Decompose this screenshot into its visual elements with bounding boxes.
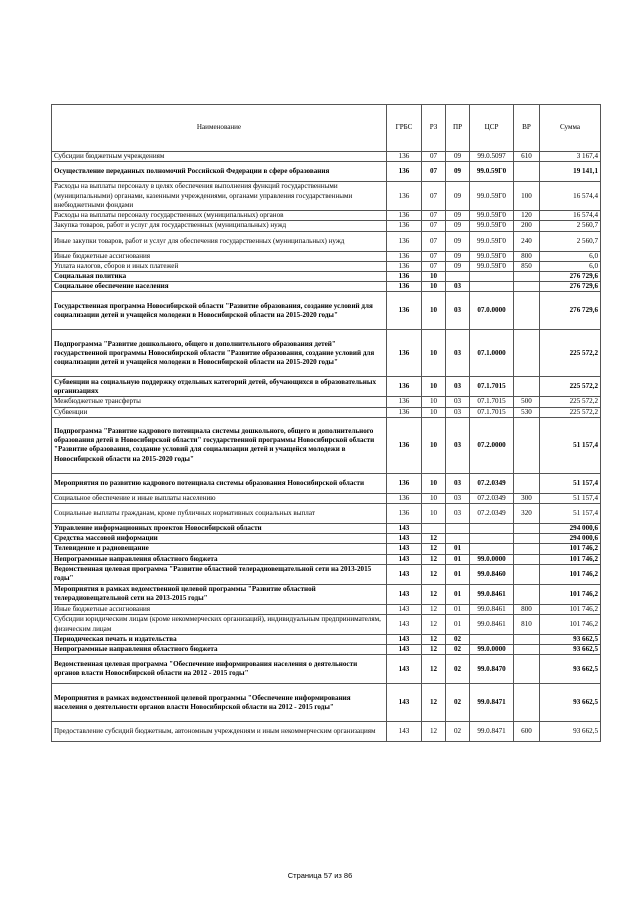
cell-name: Ведомственная целевая программа "Обеспечение информирования населения о деятельности органов власти Новосибирской области на 2012 - 2015 годы": [52, 655, 387, 684]
cell-rz: 10: [422, 272, 446, 282]
cell-csr: [470, 524, 514, 534]
cell-name: Мероприятия в рамках ведомственной целевой программы "Обеспечение информирования населения о деятельности органов власти Новосибирской области на 2012 - 2015 годы": [52, 684, 387, 722]
table-row: [52, 504, 601, 524]
cell-sum: 101 746,2: [540, 554, 601, 564]
cell-name: Социальные выплаты гражданам, кроме публичных нормативных социальных выплат: [52, 504, 387, 524]
cell-pr: 01: [446, 604, 470, 614]
cell-pr: 03: [446, 282, 470, 292]
cell-pr: [446, 524, 470, 534]
cell-grbs: 136: [387, 377, 422, 397]
cell-vr: 300: [514, 493, 540, 503]
cell-csr: 07.1.7015: [470, 377, 514, 397]
cell-vr: [514, 377, 540, 397]
table-row: [52, 407, 601, 417]
cell-vr: [514, 162, 540, 182]
cell-pr: 09: [446, 221, 470, 231]
cell-grbs: 136: [387, 504, 422, 524]
cell-sum: 3 167,4: [540, 152, 601, 162]
cell-csr: 99.0.8470: [470, 655, 514, 684]
cell-sum: 93 662,5: [540, 722, 601, 742]
cell-pr: 03: [446, 504, 470, 524]
cell-name: Осуществление переданных полномочий Российской Федерации в сфере образования: [52, 162, 387, 182]
cell-sum: 93 662,5: [540, 645, 601, 655]
cell-pr: 09: [446, 231, 470, 251]
cell-sum: 2 560,7: [540, 221, 601, 231]
cell-vr: [514, 330, 540, 377]
cell-name: Иные бюджетные ассигнования: [52, 251, 387, 261]
cell-sum: 276 729,6: [540, 272, 601, 282]
cell-sum: 93 662,5: [540, 684, 601, 722]
cell-pr: 09: [446, 211, 470, 221]
cell-csr: 99.0.59Г0: [470, 182, 514, 211]
cell-pr: 09: [446, 182, 470, 211]
cell-vr: 850: [514, 261, 540, 271]
cell-vr: 240: [514, 231, 540, 251]
cell-grbs: 136: [387, 330, 422, 377]
cell-vr: [514, 645, 540, 655]
cell-grbs: 136: [387, 221, 422, 231]
cell-pr: 01: [446, 615, 470, 635]
cell-vr: 100: [514, 182, 540, 211]
cell-sum: 101 746,2: [540, 604, 601, 614]
cell-pr: 03: [446, 407, 470, 417]
cell-grbs: 143: [387, 564, 422, 584]
cell-name: Периодическая печать и издательства: [52, 635, 387, 645]
table-row: [52, 251, 601, 261]
table-row: [52, 292, 601, 330]
cell-csr: 07.2.0349: [470, 504, 514, 524]
cell-rz: 10: [422, 493, 446, 503]
cell-sum: 225 572,2: [540, 377, 601, 397]
cell-csr: 99.0.59Г0: [470, 211, 514, 221]
cell-vr: [514, 524, 540, 534]
cell-rz: 07: [422, 162, 446, 182]
table-row: [52, 282, 601, 292]
cell-name: Закупка товаров, работ и услуг для государственных (муниципальных) нужд: [52, 221, 387, 231]
cell-vr: [514, 554, 540, 564]
cell-grbs: 143: [387, 534, 422, 544]
table-row: [52, 524, 601, 534]
table-row: [52, 162, 601, 182]
cell-vr: 810: [514, 615, 540, 635]
table-row: [52, 272, 601, 282]
cell-pr: 03: [446, 417, 470, 473]
cell-pr: 02: [446, 655, 470, 684]
header-sum: Сумма: [540, 105, 601, 152]
cell-vr: [514, 272, 540, 282]
cell-vr: [514, 534, 540, 544]
table-row: [52, 684, 601, 722]
cell-csr: 07.2.0000: [470, 417, 514, 473]
cell-name: Субсидии бюджетным учреждениям: [52, 152, 387, 162]
cell-rz: 12: [422, 615, 446, 635]
header-vr: ВР: [514, 105, 540, 152]
cell-csr: 99.0.8461: [470, 615, 514, 635]
cell-rz: 10: [422, 473, 446, 493]
cell-rz: 12: [422, 584, 446, 604]
header-name: Наименование: [52, 105, 387, 152]
cell-rz: [422, 524, 446, 534]
table-row: [52, 635, 601, 645]
cell-vr: [514, 635, 540, 645]
cell-csr: 07.1.7015: [470, 397, 514, 407]
cell-sum: 93 662,5: [540, 635, 601, 645]
cell-vr: [514, 564, 540, 584]
cell-csr: 99.0.59Г0: [470, 162, 514, 182]
cell-pr: 03: [446, 473, 470, 493]
cell-grbs: 136: [387, 231, 422, 251]
cell-grbs: 136: [387, 251, 422, 261]
cell-csr: 99.0.0000: [470, 554, 514, 564]
cell-pr: 02: [446, 635, 470, 645]
table-row: [52, 554, 601, 564]
cell-rz: 10: [422, 330, 446, 377]
cell-name: Расходы на выплаты персоналу государственных (муниципальных) органов: [52, 211, 387, 221]
cell-grbs: 143: [387, 604, 422, 614]
cell-sum: 51 157,4: [540, 493, 601, 503]
cell-rz: 12: [422, 604, 446, 614]
cell-grbs: 136: [387, 162, 422, 182]
cell-pr: 02: [446, 722, 470, 742]
cell-pr: 03: [446, 493, 470, 503]
cell-pr: 01: [446, 564, 470, 584]
cell-rz: 10: [422, 407, 446, 417]
cell-vr: [514, 544, 540, 554]
header-rz: РЗ: [422, 105, 446, 152]
cell-pr: [446, 272, 470, 282]
cell-rz: 12: [422, 544, 446, 554]
cell-name: Подпрограмма "Развитие дошкольного, общего и дополнительного образования детей" государственной программы Новосибирской области "Развитие образования, создание условий для социализации детей и учащейся молодежи в Новосибирской области на 2015-2020 годы": [52, 330, 387, 377]
cell-pr: 02: [446, 684, 470, 722]
table-row: [52, 645, 601, 655]
cell-rz: 12: [422, 635, 446, 645]
cell-sum: 294 000,6: [540, 524, 601, 534]
cell-grbs: 143: [387, 645, 422, 655]
cell-vr: 120: [514, 211, 540, 221]
cell-pr: 03: [446, 330, 470, 377]
table-row: [52, 330, 601, 377]
cell-pr: 02: [446, 645, 470, 655]
cell-name: Средства массовой информации: [52, 534, 387, 544]
cell-rz: 07: [422, 261, 446, 271]
cell-sum: 276 729,6: [540, 282, 601, 292]
cell-name: Телевидение и радиовещание: [52, 544, 387, 554]
cell-sum: 2 560,7: [540, 231, 601, 251]
cell-sum: 51 157,4: [540, 504, 601, 524]
table-header-row: [52, 105, 601, 152]
cell-name: Непрограммные направления областного бюджета: [52, 645, 387, 655]
cell-sum: 225 572,2: [540, 407, 601, 417]
cell-name: Социальное обеспечение населения: [52, 282, 387, 292]
table-row: [52, 564, 601, 584]
cell-csr: 99.0.8461: [470, 604, 514, 614]
cell-rz: 12: [422, 564, 446, 584]
cell-pr: 01: [446, 584, 470, 604]
cell-grbs: 143: [387, 554, 422, 564]
cell-rz: 12: [422, 534, 446, 544]
cell-name: Социальное обеспечение и иные выплаты населению: [52, 493, 387, 503]
cell-grbs: 136: [387, 282, 422, 292]
cell-vr: 800: [514, 251, 540, 261]
cell-name: Ведомственная целевая программа "Развитие областной телерадиовещательной сети на 2013-2015 годы": [52, 564, 387, 584]
cell-csr: 99.0.59Г0: [470, 221, 514, 231]
cell-grbs: 143: [387, 684, 422, 722]
table-row: [52, 615, 601, 635]
table-row: [52, 261, 601, 271]
page-footer: Страница 57 из 86: [287, 871, 353, 880]
cell-vr: [514, 417, 540, 473]
cell-sum: 51 157,4: [540, 473, 601, 493]
cell-rz: 07: [422, 182, 446, 211]
cell-pr: 09: [446, 152, 470, 162]
cell-csr: [470, 272, 514, 282]
cell-pr: 03: [446, 292, 470, 330]
cell-grbs: 143: [387, 584, 422, 604]
cell-csr: 99.0.8461: [470, 584, 514, 604]
cell-rz: 10: [422, 397, 446, 407]
cell-rz: 12: [422, 645, 446, 655]
cell-csr: 07.1.7015: [470, 407, 514, 417]
cell-sum: 225 572,2: [540, 330, 601, 377]
cell-rz: 10: [422, 282, 446, 292]
cell-rz: 12: [422, 684, 446, 722]
cell-name: Мероприятия в рамках ведомственной целевой программы "Развитие областной телерадиовещательной сети на 2013-2015 годы": [52, 584, 387, 604]
cell-name: Иные закупки товаров, работ и услуг для обеспечения государственных (муниципальных) нужд: [52, 231, 387, 251]
cell-rz: 10: [422, 504, 446, 524]
cell-csr: 07.2.0349: [470, 493, 514, 503]
table-row: [52, 231, 601, 251]
cell-name: Государственная программа Новосибирской области "Развитие образования, создание условий для социализации детей и учащейся молодежи в Новосибирской области на 2015-2020 годы": [52, 292, 387, 330]
cell-rz: 07: [422, 251, 446, 261]
table-row: [52, 473, 601, 493]
cell-rz: 10: [422, 292, 446, 330]
cell-csr: [470, 534, 514, 544]
cell-grbs: 136: [387, 493, 422, 503]
cell-grbs: 143: [387, 655, 422, 684]
cell-vr: [514, 655, 540, 684]
cell-grbs: 143: [387, 615, 422, 635]
cell-sum: 225 572,2: [540, 397, 601, 407]
cell-sum: 276 729,6: [540, 292, 601, 330]
cell-vr: [514, 473, 540, 493]
cell-grbs: 136: [387, 272, 422, 282]
cell-grbs: 143: [387, 544, 422, 554]
cell-vr: [514, 282, 540, 292]
cell-sum: 294 000,6: [540, 534, 601, 544]
table-row: [52, 377, 601, 397]
table-row: [52, 493, 601, 503]
cell-rz: 07: [422, 231, 446, 251]
cell-csr: 99.0.8471: [470, 722, 514, 742]
cell-sum: 6,0: [540, 251, 601, 261]
cell-name: Межбюджетные трансферты: [52, 397, 387, 407]
table-row: [52, 604, 601, 614]
cell-grbs: 136: [387, 182, 422, 211]
cell-csr: [470, 282, 514, 292]
cell-grbs: 143: [387, 635, 422, 645]
cell-vr: [514, 584, 540, 604]
cell-csr: 99.0.8471: [470, 684, 514, 722]
cell-vr: 500: [514, 397, 540, 407]
cell-sum: 19 141,1: [540, 162, 601, 182]
cell-vr: 610: [514, 152, 540, 162]
cell-pr: 03: [446, 397, 470, 407]
cell-rz: 12: [422, 655, 446, 684]
table-row: [52, 152, 601, 162]
cell-rz: 07: [422, 211, 446, 221]
cell-grbs: 136: [387, 261, 422, 271]
cell-csr: 07.1.0000: [470, 330, 514, 377]
table-row: [52, 584, 601, 604]
cell-grbs: 136: [387, 397, 422, 407]
table-row: [52, 221, 601, 231]
cell-csr: [470, 635, 514, 645]
cell-grbs: 136: [387, 152, 422, 162]
cell-grbs: 143: [387, 524, 422, 534]
cell-csr: 07.2.0349: [470, 473, 514, 493]
table-row: [52, 722, 601, 742]
cell-sum: 6,0: [540, 261, 601, 271]
cell-vr: 800: [514, 604, 540, 614]
cell-name: Мероприятия по развитию кадрового потенциала системы образования Новосибирской области: [52, 473, 387, 493]
cell-grbs: 136: [387, 473, 422, 493]
cell-rz: 10: [422, 377, 446, 397]
cell-vr: [514, 684, 540, 722]
cell-name: Иные бюджетные ассигнования: [52, 604, 387, 614]
cell-vr: 530: [514, 407, 540, 417]
cell-pr: 01: [446, 554, 470, 564]
cell-pr: 03: [446, 377, 470, 397]
table-row: [52, 397, 601, 407]
cell-rz: 07: [422, 221, 446, 231]
cell-name: Субвенции на социальную поддержку отдельных категорий детей, обучающихся в образовательных организациях: [52, 377, 387, 397]
cell-sum: 101 746,2: [540, 544, 601, 554]
cell-vr: 200: [514, 221, 540, 231]
cell-grbs: 136: [387, 407, 422, 417]
table-row: [52, 417, 601, 473]
table-row: [52, 211, 601, 221]
cell-vr: 600: [514, 722, 540, 742]
cell-csr: 99.0.59Г0: [470, 251, 514, 261]
cell-csr: 99.0.8460: [470, 564, 514, 584]
cell-name: Управление информационных проектов Новосибирской области: [52, 524, 387, 534]
cell-sum: 101 746,2: [540, 564, 601, 584]
cell-name: Уплата налогов, сборов и иных платежей: [52, 261, 387, 271]
cell-sum: 93 662,5: [540, 655, 601, 684]
cell-name: Субсидии юридическим лицам (кроме некоммерческих организаций), индивидуальным предпринимателям, физическим лицам: [52, 615, 387, 635]
cell-pr: 09: [446, 261, 470, 271]
cell-csr: 99.0.59Г0: [470, 261, 514, 271]
cell-sum: 51 157,4: [540, 417, 601, 473]
cell-vr: [514, 292, 540, 330]
cell-csr: 99.0.59Г0: [470, 231, 514, 251]
table-row: [52, 544, 601, 554]
cell-grbs: 136: [387, 211, 422, 221]
cell-rz: 12: [422, 554, 446, 564]
cell-csr: 99.0.0000: [470, 645, 514, 655]
cell-pr: 09: [446, 251, 470, 261]
cell-rz: 12: [422, 722, 446, 742]
cell-rz: 07: [422, 152, 446, 162]
cell-pr: 09: [446, 162, 470, 182]
cell-grbs: 136: [387, 292, 422, 330]
cell-name: Непрограммные направления областного бюджета: [52, 554, 387, 564]
header-grbs: ГРБС: [387, 105, 422, 152]
cell-sum: 16 574,4: [540, 211, 601, 221]
header-csr: ЦСР: [470, 105, 514, 152]
table-body: [52, 152, 601, 742]
cell-rz: 10: [422, 417, 446, 473]
table-row: [52, 655, 601, 684]
cell-name: Социальная политика: [52, 272, 387, 282]
cell-pr: [446, 534, 470, 544]
cell-name: Предоставление субсидий бюджетным, автономным учреждениям и иным некоммерческим организациям: [52, 722, 387, 742]
cell-grbs: 143: [387, 722, 422, 742]
table-row: [52, 182, 601, 211]
cell-sum: 16 574,4: [540, 182, 601, 211]
cell-name: Расходы на выплаты персоналу в целях обеспечения выполнения функций государственными (муниципальными) органами, казенными учреждениями, органами управления государственными внебюджетными фондами: [52, 182, 387, 211]
cell-csr: 99.0.5097: [470, 152, 514, 162]
cell-vr: 320: [514, 504, 540, 524]
budget-table: [51, 104, 601, 742]
cell-sum: 101 746,2: [540, 584, 601, 604]
cell-csr: 07.0.0000: [470, 292, 514, 330]
cell-sum: 101 746,2: [540, 615, 601, 635]
cell-name: Подпрограмма "Развитие кадрового потенциала системы дошкольного, общего и дополнительного образования детей в Новосибирской области" государственной программы Новосибирской области "Развитие образования, создание условий для социализации детей и учащейся молодежи в Новосибирской области на 2015-2020 годы": [52, 417, 387, 473]
cell-name: Субвенции: [52, 407, 387, 417]
table-row: [52, 534, 601, 544]
cell-grbs: 136: [387, 417, 422, 473]
cell-pr: 01: [446, 544, 470, 554]
header-pr: ПР: [446, 105, 470, 152]
cell-csr: [470, 544, 514, 554]
